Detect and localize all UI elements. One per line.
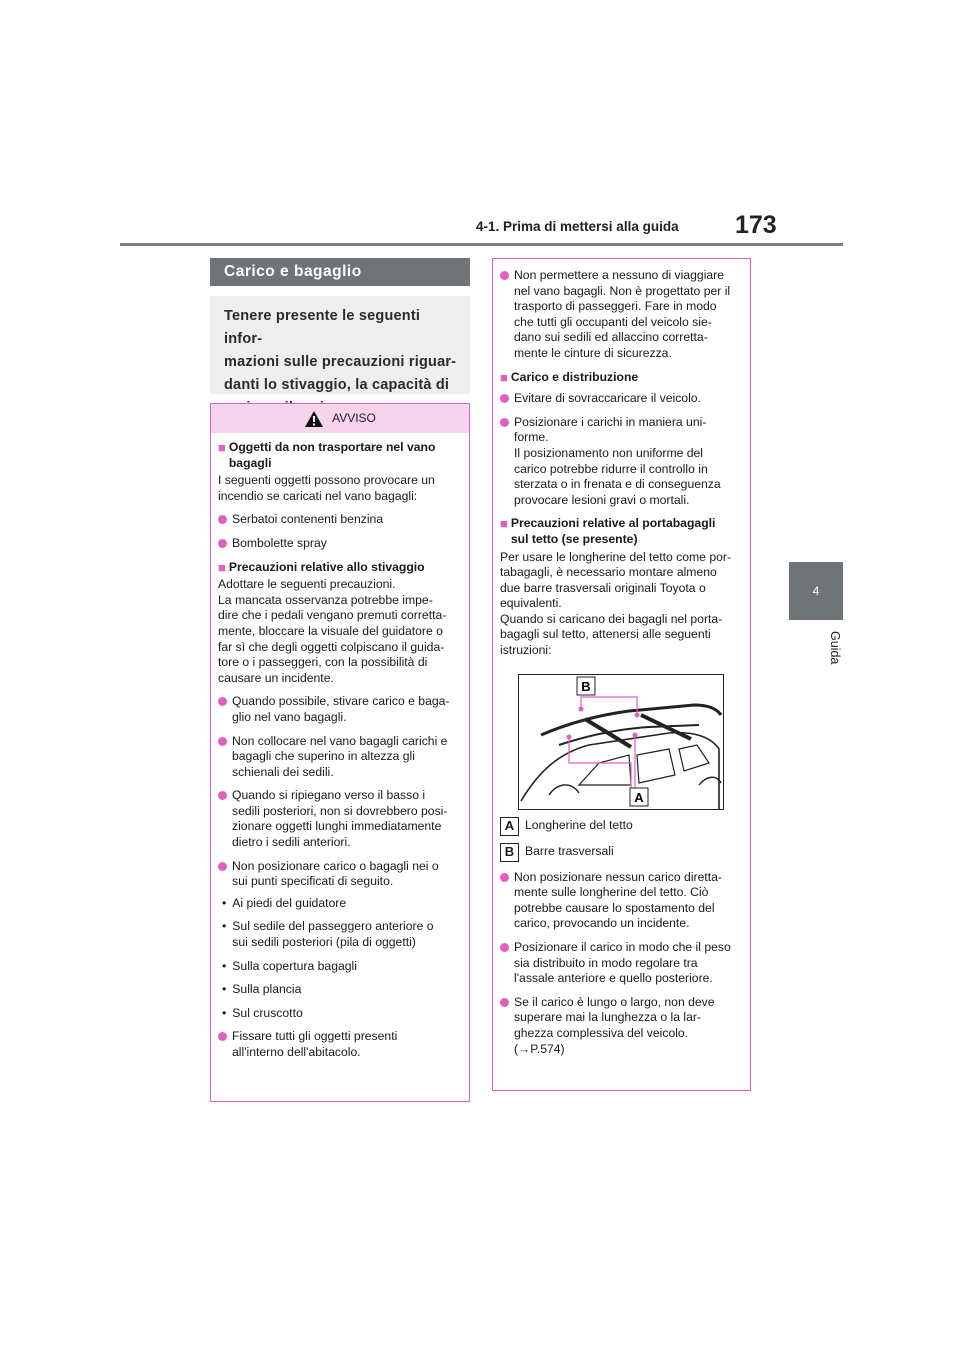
sub-list-item: • Ai piedi del guidatore <box>222 895 347 910</box>
sub-list-item: • Sul cruscotto <box>222 1005 303 1020</box>
list-item: Evitare di sovraccaricare il veicolo. <box>500 391 744 407</box>
bullet-dot-icon <box>500 394 509 403</box>
square-marker-icon: ■ <box>500 369 508 385</box>
list-item: Quando possibile, stivare carico e baga- glio nel vano bagagli. <box>218 694 463 725</box>
sub-list-item: • Sul sedile del passeggero anteriore o sui sedili posteriori (pila di oggetti) <box>222 919 434 950</box>
chapter-title: 4-1. Prima di mettersi alla guida <box>476 219 679 234</box>
warning-label: AVVISO <box>332 410 376 425</box>
warning-box-continued <box>492 258 751 1091</box>
sub-list-item: • Sulla plancia <box>222 982 302 997</box>
paragraph: I seguenti oggetti possono provocare un incendio se caricati nel vano bagagli: <box>218 473 435 503</box>
bullet-dot-icon <box>500 873 509 882</box>
list-item: Bombolette spray <box>218 536 463 552</box>
warning-box <box>210 403 470 1102</box>
list-item: Serbatoi contenenti benzina <box>218 512 463 528</box>
figure-label-b: B <box>581 678 591 694</box>
bullet-dot-icon <box>500 271 509 280</box>
bullet-dot-icon <box>500 943 509 952</box>
page-number: 173 <box>735 211 777 239</box>
bullet-dot-icon <box>218 862 227 871</box>
list-item: Non permettere a nessuno di viaggiare nel vano bagagli. Non è progettato per il trasporto di passeggeri. Fare in modo che tutti gli occupanti del veicolo sie- dano sui sedili ed allaccino corretta- mente le cinture di sicurezza. <box>500 268 744 362</box>
subheading: ■ Oggetti da non trasportare nel vano bagagli <box>218 440 436 470</box>
section-title: Carico e bagaglio <box>210 258 470 286</box>
legend-text: Longherine del tetto <box>525 818 633 833</box>
chapter-tab-label: Guida <box>828 631 842 665</box>
square-marker-icon: ■ <box>218 440 226 455</box>
bullet-dot-icon <box>218 737 227 746</box>
bullet-dot-icon <box>218 515 227 524</box>
legend-item <box>500 843 744 862</box>
list-item: Se il carico è lungo o largo, non deve superare mai la lunghezza o la lar- ghezza complessiva del veicolo. (→P.574) <box>500 995 744 1057</box>
warning-triangle-icon <box>304 410 324 428</box>
bullet-dot-icon <box>218 791 227 800</box>
roof-rack-illustration <box>518 674 724 810</box>
square-marker-icon: ■ <box>218 559 226 575</box>
list-item: Posizionare i carichi in maniera uni- forme. Il posizionamento non uniforme del carico potrebbe ridurre il controllo in sterzata o in frenata e di conseguenza provocare lesioni gravi o mortali. <box>500 415 744 509</box>
list-item: Posizionare il carico in modo che il peso sia distribuito in modo regolare tra l'assale anteriore e quello posteriore. <box>500 940 744 987</box>
legend-key: A <box>500 817 519 836</box>
bullet-dot-icon <box>218 1032 227 1041</box>
list-item: Quando si ripiegano verso il basso i sedili posteriori, non si dovrebbero posi- zionare oggetti lunghi immediatamente dietro i sedili anteriori. <box>218 788 463 850</box>
list-item: Fissare tutti gli oggetti presenti all'interno dell'abitacolo. <box>218 1029 463 1060</box>
bullet-dot-icon <box>218 539 227 548</box>
chapter-tab-number: 4 <box>789 562 843 620</box>
header-divider <box>120 243 843 246</box>
subheading: ■ Precauzioni relative al portabagagli sul tetto (se presente) <box>500 516 716 546</box>
bullet-dot-icon <box>218 697 227 706</box>
subheading: ■ Precauzioni relative allo stivaggio <box>218 559 425 575</box>
legend-item <box>500 817 744 836</box>
legend-text: Barre trasversali <box>525 844 614 859</box>
list-item: Non posizionare nessun carico diretta- mente sulle longherine del tetto. Ciò potrebbe causare lo spostamento del carico, provocando un incidente. <box>500 870 744 932</box>
list-item: Non posizionare carico o bagagli nei o sui punti specificati di seguito. <box>218 859 463 890</box>
paragraph: Adottare le seguenti precauzioni. La mancata osservanza potrebbe impe- dire che i pedali vengano premuti corretta- mente, bloccare la visuale del guidatore o far sì che degli oggetti colpiscano il guida- tore o i passeggeri, con la possibilità di causare un incidente. <box>218 577 447 685</box>
list-item: Non collocare nel vano bagagli carichi e bagagli che superino in altezza gli schienali dei sedili. <box>218 734 463 781</box>
paragraph: Per usare le longherine del tetto come por- tabagagli, è necessario montare almeno due barre trasversali originali Toyota o equivalenti. Quando si caricano dei bagagli nel porta- bagagli sul tetto, attenersi alle seguenti istruzioni: <box>500 549 732 658</box>
bullet-dot-icon <box>500 998 509 1007</box>
subheading: ■ Carico e distribuzione <box>500 369 639 385</box>
car-roof-rack-icon <box>519 675 723 809</box>
warning-header <box>211 404 469 433</box>
sub-list-item: • Sulla copertura bagagli <box>222 958 357 973</box>
section-intro: Tenere presente le seguenti infor- mazioni sulle precauzioni riguar- danti lo stivaggio, la capacità di <box>210 296 470 394</box>
square-marker-icon: ■ <box>500 516 508 532</box>
bullet-dot-icon <box>500 418 509 427</box>
legend-key: B <box>500 843 519 862</box>
figure-label-a: A <box>634 789 644 805</box>
